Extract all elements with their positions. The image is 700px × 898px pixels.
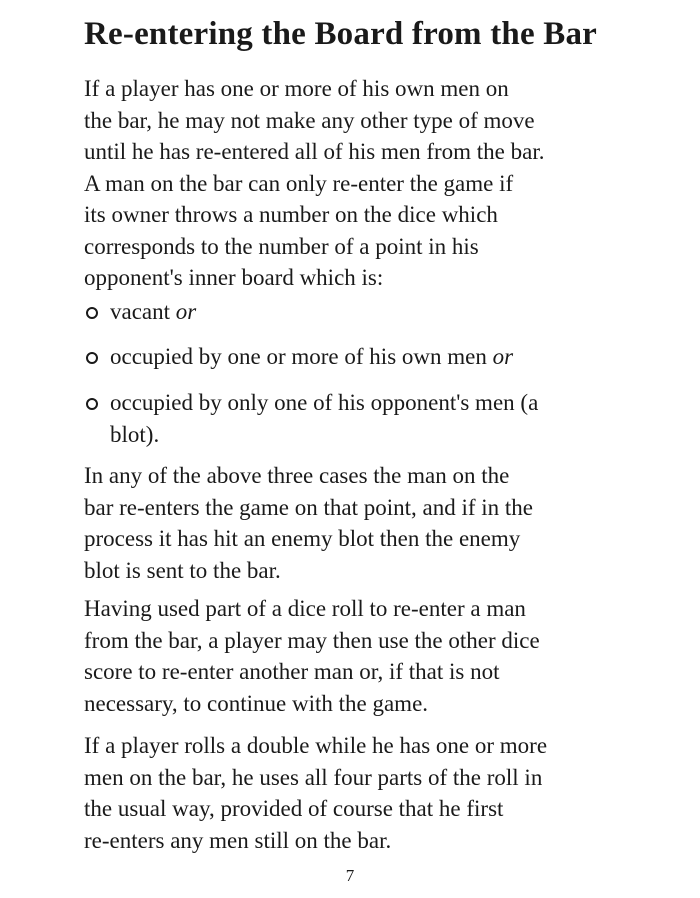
text-line: In any of the above three cases the man on the: [84, 463, 510, 488]
bullet-emphasis: or: [175, 299, 197, 324]
text-line: process it has hit an enemy blot then the enemy: [84, 526, 521, 551]
text-line: the usual way, provided of course that he first: [84, 796, 504, 821]
bullet-item-vacant: [84, 296, 684, 328]
text-line: its owner throws a number on the dice which: [84, 202, 498, 227]
text-line: opponent's inner board which is:: [84, 265, 384, 290]
text-line: score to re-enter another man or, if that is not: [84, 659, 500, 684]
text-line: re-enters any men still on the bar.: [84, 827, 392, 853]
bullet-text-line: occupied by only one of his opponent's men (a: [110, 390, 539, 415]
text-line: If a player has one or more of his own men on: [84, 76, 509, 101]
paragraph-bar-rule: [84, 73, 684, 294]
text-line: If a player rolls a double while he has one or more: [84, 733, 548, 758]
bullet-item-own-men: [84, 341, 684, 373]
paragraph-dice-usage: [84, 593, 684, 719]
bullet-emphasis: or: [492, 344, 514, 369]
bullet-circle-icon: [86, 398, 98, 410]
text-line: until he has re-entered all of his men from the bar.: [84, 139, 545, 164]
bullet-text: vacant: [110, 299, 176, 324]
text-line: the bar, he may not make any other type of move: [84, 107, 535, 133]
text-line: from the bar, a player may then use the other dice: [84, 627, 540, 653]
paragraph-re-entry: [84, 460, 684, 586]
text-line: A man on the bar can only re-enter the game if: [84, 170, 514, 196]
page-number: 7: [345, 866, 355, 885]
bullet-text: occupied by one or more of his own men: [110, 344, 493, 369]
bullet-text-line: blot).: [110, 421, 160, 447]
text-line: Having used part of a dice roll to re-enter a man: [84, 596, 526, 621]
bullet-item-blot: [84, 387, 684, 450]
text-line: men on the bar, he uses all four parts of the roll in: [84, 764, 543, 790]
bullet-circle-icon: [86, 307, 98, 319]
text-line: corresponds to the number of a point in his: [84, 233, 479, 259]
section-title: Re-entering the Board from the Bar: [84, 16, 597, 52]
text-line: blot is sent to the bar.: [84, 557, 281, 583]
text-line: bar re-enters the game on that point, and if in the: [84, 494, 533, 520]
text-line: necessary, to continue with the game.: [84, 690, 429, 716]
paragraph-double-roll: [84, 730, 684, 856]
bullet-circle-icon: [86, 352, 98, 364]
